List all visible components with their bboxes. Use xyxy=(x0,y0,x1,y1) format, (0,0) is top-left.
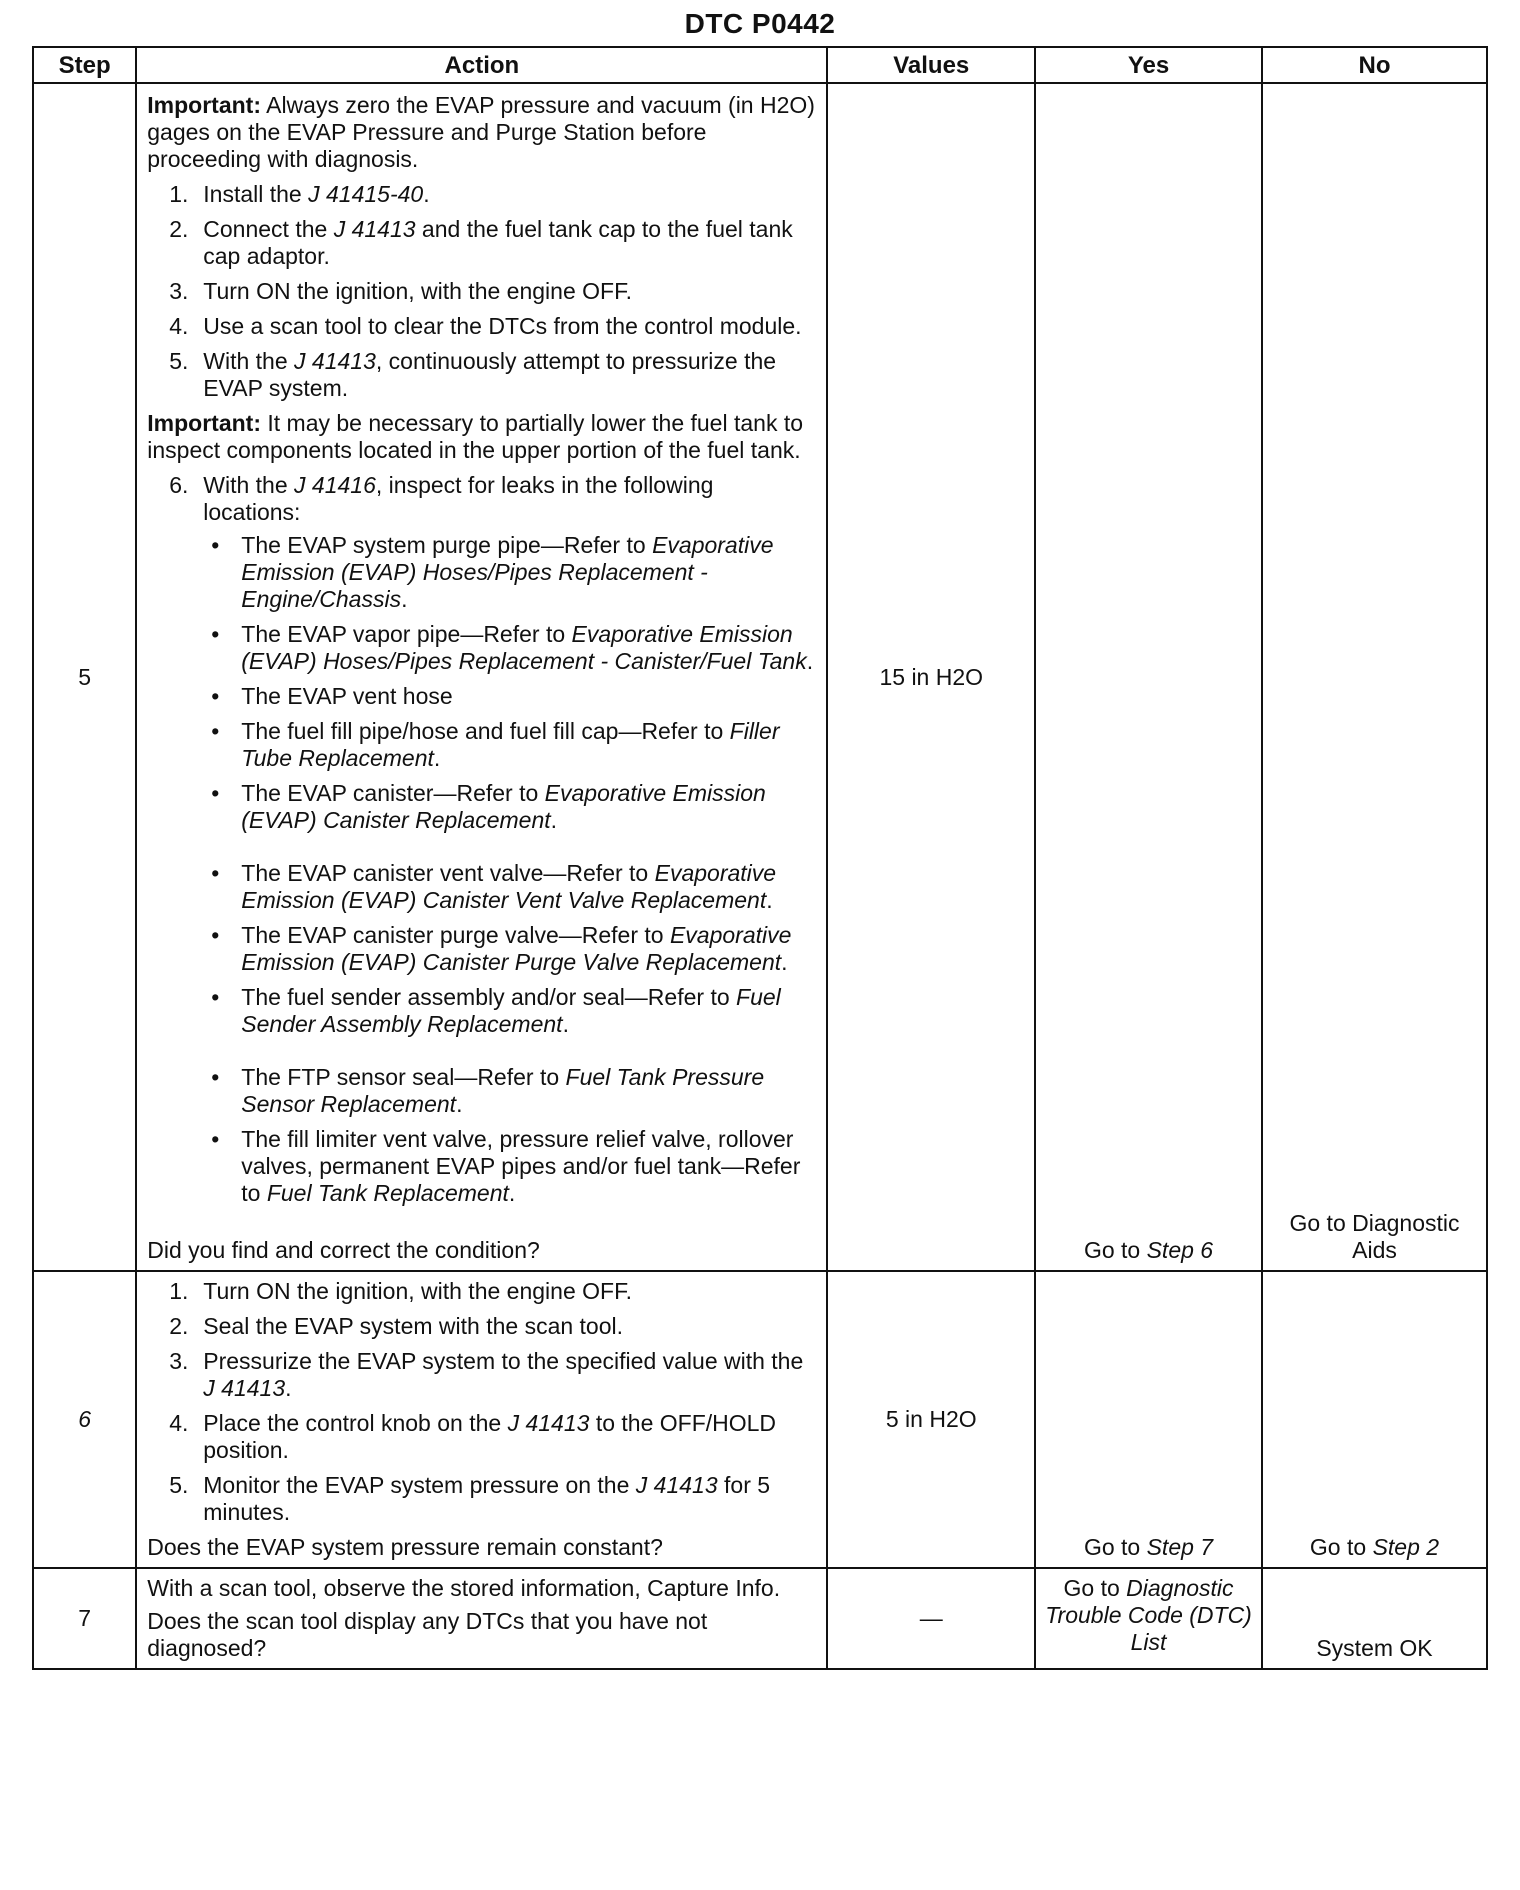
question: Did you find and correct the condition? xyxy=(147,1237,540,1263)
item-number: 5. xyxy=(169,1472,189,1498)
header-yes: Yes xyxy=(1035,47,1262,83)
action-text: With a scan tool, observe the stored information, Capture Info. xyxy=(147,1575,781,1601)
location-item xyxy=(203,922,816,976)
header-no: No xyxy=(1262,47,1487,83)
yes-cell xyxy=(1035,1568,1262,1669)
tool-ref: J 41415-40 xyxy=(308,181,424,207)
location-end: . xyxy=(806,648,814,674)
reference-link[interactable]: Fuel Tank Replacement xyxy=(266,1180,509,1206)
important-note xyxy=(147,410,816,464)
bullet-icon: • xyxy=(211,683,220,709)
location-text: The EVAP system purge pipe—Refer to xyxy=(241,532,653,558)
location-text: The fuel sender assembly and/or seal—Refer to xyxy=(241,984,737,1010)
item-number: 4. xyxy=(169,1410,189,1436)
list-item xyxy=(147,1410,816,1464)
reference-link[interactable]: Evaporative Emission (EVAP) Canister Purge Valve Replacement xyxy=(241,922,792,975)
item-number: 2. xyxy=(169,216,189,242)
bullet-icon: • xyxy=(211,860,220,886)
header-values: Values xyxy=(827,47,1035,83)
table-row-step-6 xyxy=(33,1271,1487,1568)
table-row-step-5 xyxy=(33,83,1487,1271)
item-text: With the xyxy=(203,472,295,498)
yes-cell xyxy=(1035,83,1262,1271)
action-cell xyxy=(136,1568,827,1669)
tool-ref: J 41413 xyxy=(635,1472,718,1498)
list-item xyxy=(147,472,816,1207)
item-text: for 5 minutes. xyxy=(203,1472,771,1525)
location-item xyxy=(203,683,816,710)
location-text: The EVAP canister purge valve—Refer to xyxy=(241,922,670,948)
list-item xyxy=(147,1348,816,1402)
bullet-icon: • xyxy=(211,780,220,806)
values-cell: 15 in H2O xyxy=(827,83,1035,1271)
yes-link[interactable]: Step 7 xyxy=(1146,1534,1214,1560)
bullet-icon: • xyxy=(211,1064,220,1090)
important-note xyxy=(147,92,816,173)
action-cell xyxy=(136,83,827,1271)
yes-link[interactable]: Diagnostic Trouble Code (DTC) List xyxy=(1045,1575,1252,1655)
no-cell: System OK xyxy=(1262,1568,1487,1669)
header-step: Step xyxy=(33,47,136,83)
bullet-icon: • xyxy=(211,532,220,558)
important-label: Important: xyxy=(147,92,261,118)
list-item xyxy=(147,216,816,270)
values-cell: 5 in H2O xyxy=(827,1271,1035,1568)
page-title: DTC P0442 xyxy=(684,8,836,39)
question: Does the scan tool display any DTCs that you have not diagnosed? xyxy=(147,1608,708,1661)
list-item xyxy=(147,313,816,340)
item-text: . xyxy=(423,181,430,207)
item-number: 3. xyxy=(169,1348,189,1374)
location-text: The EVAP canister vent valve—Refer to xyxy=(241,860,655,886)
list-item xyxy=(147,348,816,402)
item-text: Turn ON the ignition, with the engine OFF. xyxy=(203,278,632,304)
yes-text: Go to xyxy=(1083,1237,1147,1263)
location-end: . xyxy=(562,1011,569,1037)
step-list xyxy=(147,472,816,1207)
no-cell xyxy=(1262,83,1487,1271)
no-cell xyxy=(1262,1271,1487,1568)
step-number: 7 xyxy=(33,1568,136,1669)
no-link[interactable]: Go to Diagnostic Aids xyxy=(1289,1210,1460,1263)
list-item xyxy=(147,181,816,208)
item-text: With the xyxy=(203,348,295,374)
location-text: The fuel fill pipe/hose and fuel fill cap—Refer to xyxy=(241,718,730,744)
bullet-icon: • xyxy=(211,1126,220,1152)
reference-link[interactable]: Filler Tube Replacement xyxy=(241,718,780,771)
dtc-table xyxy=(32,46,1488,1670)
location-end: . xyxy=(766,887,773,913)
location-item xyxy=(203,1126,816,1207)
list-item xyxy=(147,1278,816,1305)
no-text: Go to xyxy=(1309,1534,1373,1560)
location-item xyxy=(203,1064,816,1118)
item-number: 1. xyxy=(169,1278,189,1304)
tool-ref: J 41416 xyxy=(294,472,376,498)
location-text: The fill limiter vent valve, pressure relief valve, rollover valves, permanent EVAP pipes and/or fuel tank—Refer to xyxy=(241,1126,801,1206)
item-text: Seal the EVAP system with the scan tool. xyxy=(203,1313,624,1339)
item-number: 5. xyxy=(169,348,189,374)
item-number: 3. xyxy=(169,278,189,304)
values-cell: — xyxy=(827,1568,1035,1669)
item-number: 2. xyxy=(169,1313,189,1339)
header-row xyxy=(33,47,1487,83)
location-text: The FTP sensor seal—Refer to xyxy=(241,1064,566,1090)
item-text: , continuously attempt to pressurize the EVAP system. xyxy=(203,348,777,401)
location-list xyxy=(203,532,816,1207)
yes-cell xyxy=(1035,1271,1262,1568)
no-link[interactable]: Step 2 xyxy=(1372,1534,1440,1560)
location-item xyxy=(203,532,816,613)
location-end: . xyxy=(508,1180,516,1206)
item-text: Use a scan tool to clear the DTCs from the control module. xyxy=(203,313,802,339)
step-list xyxy=(147,1278,816,1526)
tool-ref: J 41413 xyxy=(333,216,416,242)
step-list xyxy=(147,181,816,402)
location-item xyxy=(203,780,816,834)
item-text: Monitor the EVAP system pressure on the xyxy=(203,1472,636,1498)
reference-link[interactable]: Fuel Tank Pressure Sensor Replacement xyxy=(241,1064,765,1117)
item-text: and the fuel tank cap to the fuel tank cap adaptor. xyxy=(203,216,793,269)
bullet-icon: • xyxy=(211,621,220,647)
important-text: It may be necessary to partially lower the fuel tank to inspect components located in the upper portion of the fuel tank. xyxy=(147,410,804,463)
tool-ref: J 41413 xyxy=(294,348,376,374)
location-item xyxy=(203,718,816,772)
item-number: 6. xyxy=(169,472,189,498)
bullet-icon: • xyxy=(211,718,220,744)
header-action: Action xyxy=(136,47,827,83)
item-text: , inspect for leaks in the following locations: xyxy=(203,472,714,525)
location-end: . xyxy=(456,1091,463,1117)
item-text: Pressurize the EVAP system to the specified value with the xyxy=(203,1348,804,1374)
list-item xyxy=(147,278,816,305)
item-text: Place the control knob on the xyxy=(203,1410,508,1436)
location-text: The EVAP canister—Refer to xyxy=(241,780,545,806)
bullet-icon: • xyxy=(211,922,220,948)
item-text: to the OFF/HOLD position. xyxy=(203,1410,777,1463)
step-number: 5 xyxy=(33,83,136,1271)
list-item xyxy=(147,1472,816,1526)
location-text: The EVAP vent hose xyxy=(241,683,453,709)
item-number: 4. xyxy=(169,313,189,339)
reference-link[interactable]: Evaporative Emission (EVAP) Hoses/Pipes Replacement - Canister/Fuel Tank xyxy=(241,621,807,674)
location-item xyxy=(203,621,816,675)
reference-link[interactable]: Evaporative Emission (EVAP) Hoses/Pipes Replacement - Engine/Chassis xyxy=(241,532,774,612)
reference-link[interactable]: Evaporative Emission (EVAP) Canister Replacement xyxy=(241,780,766,833)
tool-ref: J 41413 xyxy=(507,1410,590,1436)
table-row-step-7 xyxy=(33,1568,1487,1669)
yes-text: Go to xyxy=(1083,1534,1147,1560)
item-number: 1. xyxy=(169,181,189,207)
bullet-icon: • xyxy=(211,984,220,1010)
item-text: . xyxy=(285,1375,292,1401)
location-item xyxy=(203,860,816,914)
yes-link[interactable]: Step 6 xyxy=(1146,1237,1214,1263)
tool-ref: J 41413 xyxy=(203,1375,286,1401)
item-text: Turn ON the ignition, with the engine OFF. xyxy=(203,1278,632,1304)
location-end: . xyxy=(401,586,408,612)
question: Does the EVAP system pressure remain constant? xyxy=(147,1534,663,1560)
location-item xyxy=(203,984,816,1038)
location-end: . xyxy=(781,949,788,975)
important-text: Always zero the EVAP pressure and vacuum (in H2O) gages on the EVAP Pressure and Purge Station before proceeding with diagnosis. xyxy=(147,92,815,172)
reference-link[interactable]: Fuel Sender Assembly Replacement xyxy=(241,984,781,1037)
item-text: Install the xyxy=(203,181,309,207)
reference-link[interactable]: Evaporative Emission (EVAP) Canister Vent Valve Replacement xyxy=(241,860,777,913)
location-end: . xyxy=(550,807,558,833)
yes-text: Go to xyxy=(1063,1575,1127,1601)
important-label: Important: xyxy=(147,410,261,436)
list-item xyxy=(147,1313,816,1340)
item-text: Connect the xyxy=(203,216,334,242)
action-cell xyxy=(136,1271,827,1568)
step-number: 6 xyxy=(33,1271,136,1568)
location-end: . xyxy=(433,745,441,771)
location-text: The EVAP vapor pipe—Refer to xyxy=(241,621,572,647)
